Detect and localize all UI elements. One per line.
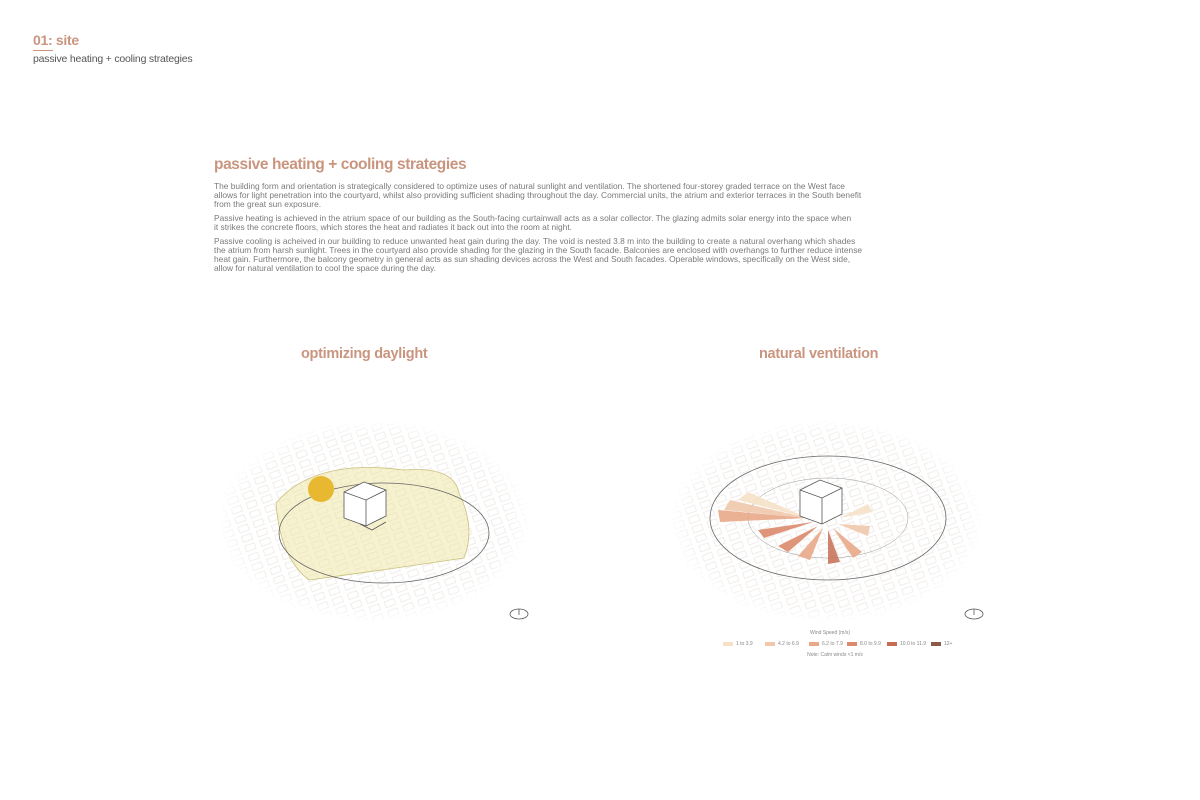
paragraph-line: Passive heating is achieved in the atrium space of our building as the South-facing curtainwall acts as a solar collector. The glazing admits solar energy into the space when	[214, 213, 852, 223]
legend-label: 12+	[944, 641, 953, 647]
legend-label: 1 to 3.9	[736, 641, 753, 647]
page-number-title: 01: site	[33, 32, 79, 48]
legend-label: 6.2 to 7.9	[822, 641, 843, 647]
legend-note: Note: Calm winds <1 m/s	[807, 652, 863, 658]
section-title: passive heating + cooling strategies	[214, 156, 467, 173]
paragraph-line: Passive cooling is acheived in our building to reduce unwanted heat gain during the day. The void is nested 3.8 m into the building to create a natural overhang which shades	[214, 236, 856, 246]
north-arrow-icon	[510, 609, 528, 619]
paragraph-line: allows for light penetration into the courtyard, whilst also providing sufficient shading throughout the day. Commercial units, the atrium and exterior terraces in the South benefit	[214, 190, 862, 201]
paragraph-line: from the great sun exposure.	[214, 199, 322, 210]
north-arrow-icon	[965, 609, 983, 619]
legend-label: 8.0 to 9.9	[860, 641, 881, 647]
legend-item	[931, 641, 952, 647]
legend-swatch	[931, 642, 941, 646]
page-subtitle: passive heating + cooling strategies	[33, 53, 193, 65]
legend-swatch	[887, 642, 897, 646]
daylight-diagram-title: optimizing daylight	[301, 346, 428, 362]
ventilation-diagram-title: natural ventilation	[759, 346, 879, 362]
paragraph-line: allow for natural ventilation to cool the space during the day.	[214, 263, 436, 274]
legend-item	[847, 641, 881, 647]
paragraph-orientation	[214, 182, 994, 209]
paragraph-line: the atrium from harsh sunlight. Trees in the courtyard also provide shading for the glazing in the South facade. Balconies are enclosed with overhangs to further reduce intense	[214, 245, 863, 256]
legend-swatch	[765, 642, 775, 646]
paragraph-line: heat gain. Furthermore, the balcony geometry in general acts as sun shading devices across the West and South facades. Operable windows, specifically on the West side,	[214, 254, 851, 265]
legend-item	[887, 641, 926, 647]
daylight-diagram	[214, 418, 534, 628]
legend-item	[809, 641, 843, 647]
legend-swatch	[847, 642, 857, 646]
legend-item	[723, 641, 753, 647]
paragraph-line: The building form and orientation is strategically considered to optimize uses of natural sunlight and ventilation. The shortened four-storey graded terrace on the West face	[214, 181, 845, 191]
building-massing	[800, 480, 842, 524]
legend-swatch	[723, 642, 733, 646]
legend-title: Wind Speed (m/s)	[809, 630, 850, 636]
paragraph-passive-heating	[214, 214, 994, 232]
sun-icon	[308, 476, 334, 502]
title-underline	[33, 50, 53, 51]
legend-swatch	[809, 642, 819, 646]
legend-label: 10.0 to 11.9	[900, 641, 927, 647]
paragraph-line: it strikes the concrete floors, which stores the heat and radiates it back out into the room at night.	[214, 222, 572, 233]
legend-label: 4.2 to 6.9	[778, 641, 799, 647]
legend-item	[765, 641, 799, 647]
ventilation-diagram	[668, 418, 988, 628]
paragraph-passive-cooling	[214, 237, 994, 273]
